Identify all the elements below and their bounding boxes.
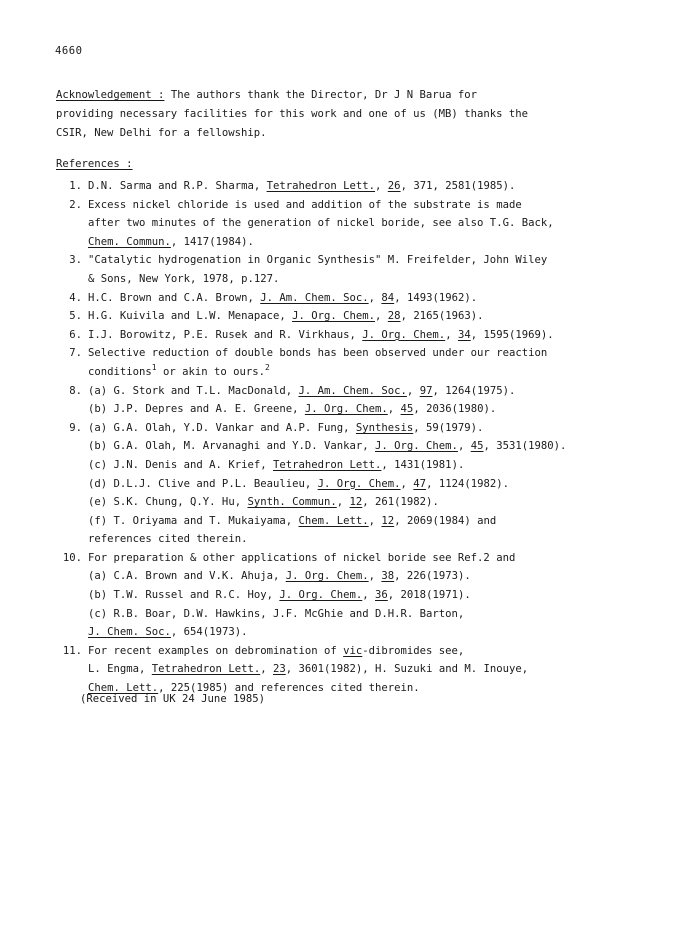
underlined-citation: Synth. Commun.: [247, 496, 337, 509]
reference-segment: , 1124(1982).: [426, 477, 509, 490]
reference-segment: , 1264(1975).: [432, 384, 516, 397]
underlined-citation: J. Chem. Soc.: [88, 626, 171, 639]
underlined-citation: Chem. Lett.: [298, 514, 369, 527]
reference-segment: , 3601(1982), H. Suzuki and M. Inouye,: [285, 663, 529, 676]
reference-segment: (a) C.A. Brown and V.K. Ahuja,: [88, 570, 286, 583]
underlined-citation: Chem. Commun.: [88, 235, 171, 248]
reference-segment: (b) T.W. Russel and R.C. Hoy,: [88, 589, 280, 602]
reference-segment: , 59(1979).: [413, 421, 484, 434]
reference-text: [88, 382, 646, 419]
underlined-citation: 36: [375, 589, 388, 602]
reference-text: [88, 419, 646, 549]
footnote-superscript: 1: [151, 362, 157, 372]
reference-segment: , 225(1985) and references cited therein.: [158, 682, 420, 695]
reference-number: 9.: [69, 421, 82, 434]
underlined-citation: J. Org. Chem.: [285, 570, 369, 583]
acknowledgement-heading: Acknowledgement :: [56, 89, 165, 101]
reference-segment: , 2018(1971).: [387, 589, 471, 602]
reference-number: 2.: [69, 198, 82, 211]
reference-segment: Excess nickel chloride is used and addition of the substrate is made: [88, 198, 522, 211]
reference-segment: , 3531(1980).: [483, 440, 567, 453]
reference-segment: (d) D.L.J. Clive and P.L. Beaulieu,: [88, 477, 318, 490]
underlined-citation: Chem. Lett.: [88, 682, 159, 695]
reference-segment: & Sons, New York, 1978, p.127.: [88, 272, 280, 285]
reference-segment: (e) S.K. Chung, Q.Y. Hu,: [88, 496, 248, 509]
reference-segment: (b) J.P. Depres and A. E. Greene,: [88, 403, 305, 416]
underlined-citation: 28: [387, 310, 401, 323]
reference-text: [88, 196, 646, 252]
reference-number: 11.: [62, 644, 82, 657]
reference-segment: , 226(1973).: [394, 570, 471, 583]
reference-segment: ,: [400, 477, 414, 490]
reference-number: 7.: [69, 347, 82, 360]
reference-segment: ,: [260, 663, 273, 676]
reference-item: [56, 419, 646, 549]
reference-segment: , 2165(1963).: [400, 310, 484, 323]
reference-text: [88, 251, 646, 288]
reference-item: [56, 344, 646, 381]
reference-item: [56, 549, 646, 642]
references-heading-text: References :: [56, 158, 133, 170]
reference-segment: , 2036(1980).: [413, 403, 497, 416]
reference-item: [56, 307, 646, 326]
reference-number: 6.: [69, 328, 82, 341]
reference-segment: -dibromides see,: [362, 644, 465, 657]
reference-segment: "Catalytic hydrogenation in Organic Synthesis" M. Freifelder, John Wiley: [88, 254, 548, 267]
received-date: (Received in UK 24 June 1985): [80, 693, 265, 705]
underlined-citation: J. Org. Chem.: [362, 328, 446, 341]
underlined-citation: 97: [419, 384, 433, 397]
reference-number: 4.: [69, 291, 82, 304]
reference-text: [88, 326, 646, 345]
acknowledgement-line: providing necessary facilities for this work and one of us (MB) thanks the: [56, 108, 528, 120]
reference-number: 1.: [69, 180, 82, 192]
reference-segment: (c) J.N. Denis and A. Krief,: [88, 458, 273, 471]
reference-number: 10.: [62, 551, 82, 564]
underlined-citation: 45: [470, 440, 484, 453]
reference-segment: I.J. Borowitz, P.E. Rusek and R. Virkhaus,: [88, 328, 363, 341]
underlined-citation: 84: [381, 291, 395, 304]
reference-segment: ,: [387, 403, 401, 416]
reference-list: [56, 177, 646, 698]
reference-item: [56, 289, 646, 308]
reference-text: [88, 344, 646, 381]
reference-segment: , 654(1973).: [170, 626, 248, 639]
underlined-citation: 38: [381, 570, 395, 583]
underlined-citation: J. Org. Chem.: [317, 477, 401, 490]
reference-text: [88, 307, 646, 326]
references-heading: [56, 158, 133, 170]
reference-segment: H.C. Brown and C.A. Brown,: [88, 291, 261, 304]
reference-segment: or akin to ours.: [156, 365, 266, 378]
reference-segment: (c) R.B. Boar, D.W. Hawkins, J.F. McGhie and D.H.R. Barton,: [88, 607, 465, 620]
underlined-citation: J. Org. Chem.: [292, 310, 376, 323]
underlined-citation: 34: [457, 328, 471, 341]
reference-segment: ,: [406, 384, 420, 397]
reference-segment: conditions: [88, 365, 152, 378]
underlined-citation: 12: [381, 514, 395, 527]
reference-number: 3.: [69, 254, 82, 267]
reference-segment: (b) G.A. Olah, M. Arvanaghi and Y.D. Vankar,: [88, 440, 376, 453]
reference-item: [56, 642, 646, 698]
reference-segment: , 1431(1981).: [381, 458, 465, 471]
underlined-citation: vic: [343, 644, 363, 657]
acknowledgement-line: The authors thank the Director, Dr J N Barua for: [164, 89, 477, 101]
reference-segment: references cited therein.: [88, 533, 248, 546]
underlined-citation: 26: [387, 180, 401, 192]
reference-segment: , 1493(1962).: [394, 291, 478, 304]
underlined-citation: 45: [400, 403, 414, 416]
underlined-citation: Tetrahedron Lett.: [151, 663, 261, 676]
underlined-citation: J. Org. Chem.: [375, 440, 458, 453]
reference-segment: Selective reduction of double bonds has been observed under our reaction: [88, 347, 548, 360]
reference-segment: L. Engma,: [88, 663, 152, 676]
underlined-citation: J. Am. Chem. Soc.: [260, 291, 369, 304]
reference-number: 5.: [69, 310, 82, 323]
reference-segment: ,: [368, 514, 382, 527]
reference-segment: ,: [336, 496, 350, 509]
reference-segment: For recent examples on debromination of: [88, 644, 344, 657]
reference-segment: ,: [375, 310, 388, 323]
underlined-citation: 12: [349, 496, 363, 509]
reference-segment: after two minutes of the generation of nickel boride, see also T.G. Back,: [88, 217, 554, 230]
footnote-superscript: 2: [265, 362, 270, 372]
reference-item: [56, 196, 646, 252]
underlined-citation: J. Org. Chem.: [304, 403, 388, 416]
reference-segment: ,: [375, 180, 388, 192]
underlined-citation: J. Org. Chem.: [279, 589, 363, 602]
acknowledgement-section: [56, 86, 616, 143]
reference-segment: (a) G.A. Olah, Y.D. Vankar and A.P. Fung,: [88, 421, 356, 434]
reference-text: [88, 549, 646, 642]
underlined-citation: Synthesis: [355, 421, 414, 434]
reference-segment: ,: [368, 291, 382, 304]
reference-segment: , 371, 2581(1985).: [400, 180, 516, 192]
reference-segment: ,: [457, 440, 471, 453]
page-number: 4660: [55, 45, 83, 57]
reference-segment: , 1595(1969).: [470, 328, 554, 341]
underlined-citation: 23: [272, 663, 286, 676]
reference-item: [56, 251, 646, 288]
underlined-citation: 47: [413, 477, 427, 490]
reference-segment: For preparation & other applications of nickel boride see Ref.2 and: [88, 551, 516, 564]
reference-segment: , 261(1982).: [362, 496, 439, 509]
reference-segment: , 2069(1984) and: [394, 514, 497, 527]
reference-segment: (a) G. Stork and T.L. MacDonald,: [88, 384, 299, 397]
reference-item: [56, 382, 646, 419]
reference-segment: ,: [362, 589, 376, 602]
reference-segment: ,: [368, 570, 382, 583]
acknowledgement-line: CSIR, New Delhi for a fellowship.: [56, 127, 267, 139]
reference-segment: , 1417(1984).: [170, 235, 254, 248]
reference-item: [56, 326, 646, 345]
reference-segment: (f) T. Oriyama and T. Mukaiyama,: [88, 514, 299, 527]
underlined-citation: Tetrahedron Lett.: [272, 458, 382, 471]
reference-number: 8.: [69, 384, 82, 397]
reference-text: [88, 642, 646, 698]
reference-text: [88, 177, 646, 196]
reference-segment: ,: [445, 328, 458, 341]
underlined-citation: Tetrahedron Lett.: [266, 180, 376, 192]
underlined-citation: J. Am. Chem. Soc.: [298, 384, 407, 397]
reference-segment: D.N. Sarma and R.P. Sharma,: [88, 180, 267, 192]
reference-segment: H.G. Kuivila and L.W. Menapace,: [88, 310, 293, 323]
reference-text: [88, 289, 646, 308]
reference-item: [56, 177, 646, 196]
